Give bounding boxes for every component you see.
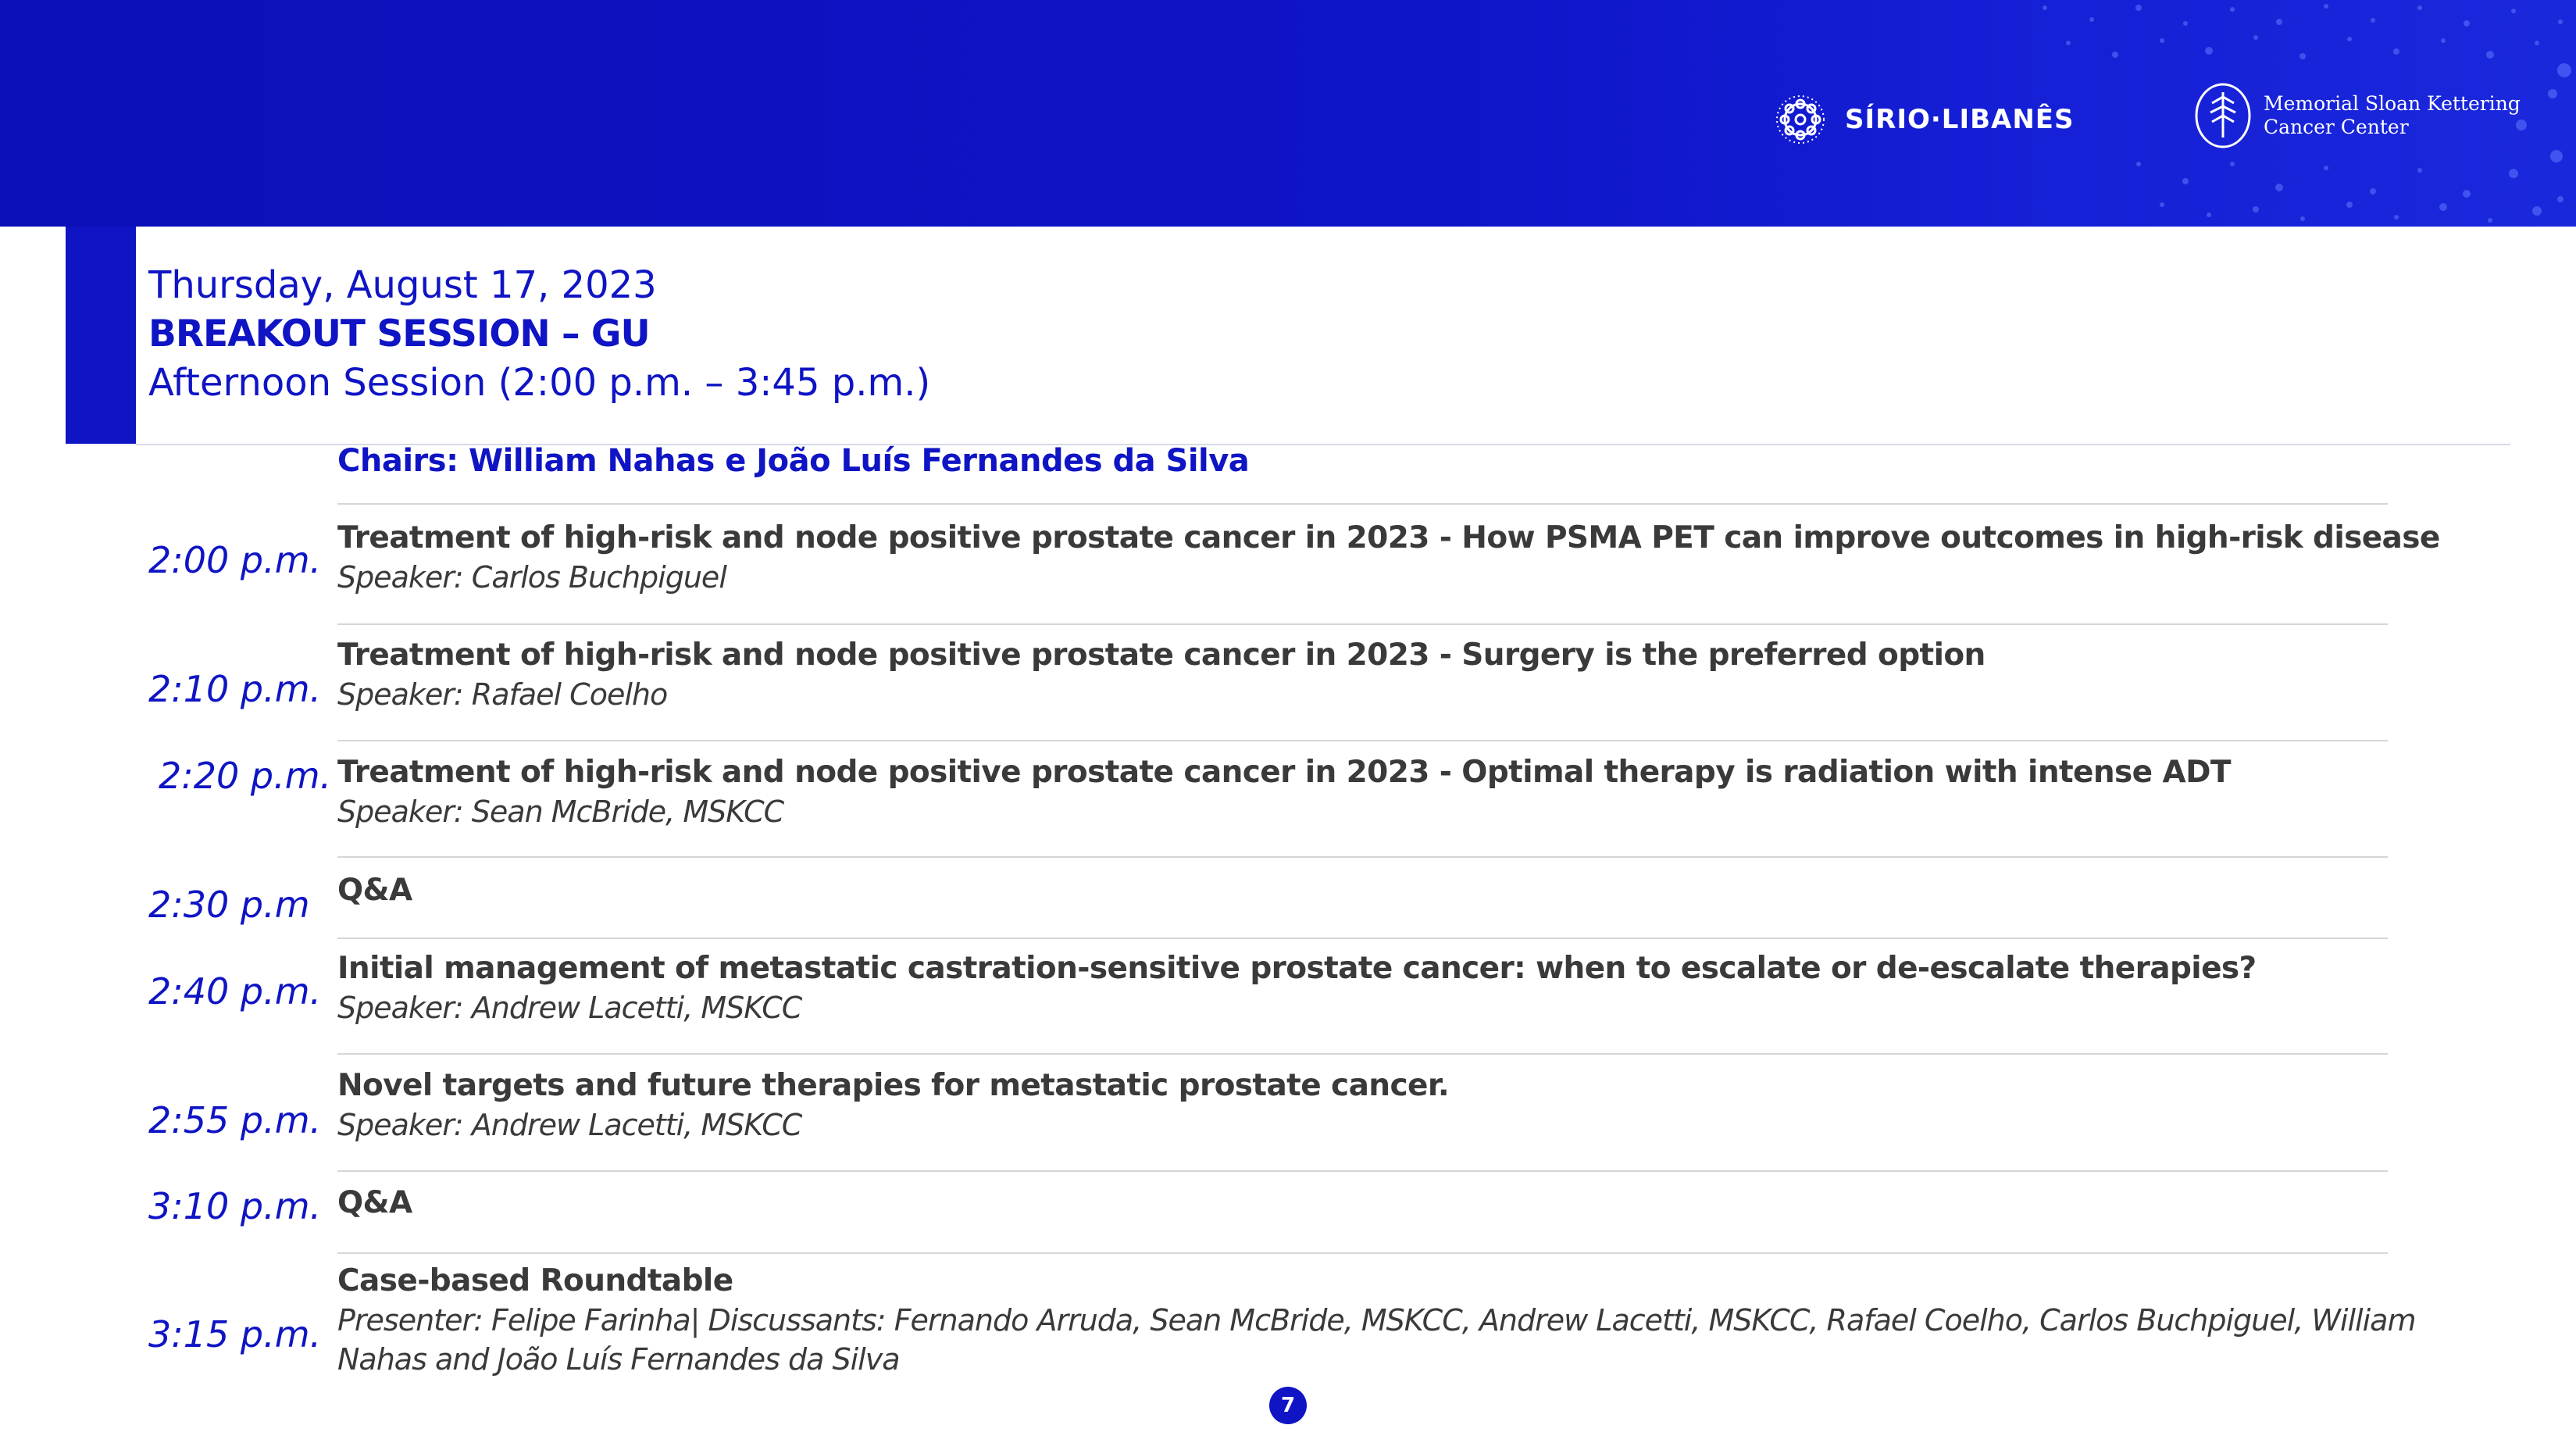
- agenda-title: Novel targets and future therapies for metastatic prostate cancer.: [337, 1068, 1450, 1103]
- agenda-time: 2:40 p.m.: [148, 970, 322, 1012]
- msk-wordmark-line1: Memorial Sloan Kettering: [2264, 92, 2521, 115]
- agenda-title: Treatment of high-risk and node positive prostate cancer in 2023 - How PSMA PET can improve outcomes in high-risk disease: [337, 520, 2440, 555]
- sirio-emblem-icon: [1773, 84, 1828, 155]
- agenda-title: Case-based Roundtable: [337, 1263, 733, 1298]
- agenda-time: 3:15 p.m.: [148, 1313, 322, 1355]
- agenda-title: Treatment of high-risk and node positive prostate cancer in 2023 - Surgery is the preferred option: [337, 638, 1986, 673]
- row-divider: [337, 740, 2388, 741]
- session-title: BREAKOUT SESSION – GU: [148, 312, 650, 355]
- row-divider: [337, 503, 2388, 505]
- agenda-speaker: Speaker: Andrew Lacetti, MSKCC: [337, 991, 802, 1025]
- agenda-time: 2:55 p.m.: [148, 1099, 322, 1141]
- agenda-time: 2:10 p.m.: [148, 668, 322, 710]
- msk-wordmark: [2264, 92, 2521, 139]
- sirio-libanes-logo: [1773, 84, 2075, 155]
- msk-wordmark-line2: Cancer Center: [2264, 116, 2409, 138]
- row-divider: [337, 1252, 2388, 1254]
- page-number-badge: 7: [1269, 1387, 1307, 1424]
- session-chairs: Chairs: William Nahas e João Luís Fernandes da Silva: [337, 443, 1250, 479]
- session-date: Thursday, August 17, 2023: [148, 263, 657, 307]
- agenda-title: Treatment of high-risk and node positive prostate cancer in 2023 - Optimal therapy is radiation with intense ADT: [337, 755, 2231, 790]
- agenda-title: Q&A: [337, 873, 412, 908]
- agenda-speaker: Speaker: Andrew Lacetti, MSKCC: [337, 1108, 802, 1142]
- agenda-speaker: Speaker: Rafael Coelho: [337, 677, 668, 712]
- row-divider: [337, 938, 2388, 939]
- session-subtitle: Afternoon Session (2:00 p.m. – 3:45 p.m.): [148, 361, 931, 405]
- agenda-speaker: Speaker: Sean McBride, MSKCC: [337, 795, 784, 829]
- agenda-speaker: Presenter: Felipe Farinha| Discussants: Fernando Arruda, Sean McBride, MSKCC, Andrew Lacetti, MSKCC, Rafael Coelho, Carlos Buchpiguel, William Nahas and João Luís Fernandes da Silva: [337, 1303, 2416, 1377]
- agenda-time: 2:20 p.m.: [159, 755, 332, 797]
- sirio-libanes-wordmark: SÍRIO·LIBANÊS: [1845, 104, 2075, 135]
- msk-logo: [2193, 81, 2521, 150]
- row-divider: [337, 1170, 2388, 1172]
- agenda-speaker: Speaker: Carlos Buchpiguel: [337, 560, 726, 595]
- accent-bar: [66, 227, 136, 444]
- header-banner: [0, 0, 2576, 227]
- agenda-time: 3:10 p.m.: [148, 1185, 322, 1227]
- agenda-time: 2:00 p.m.: [148, 539, 322, 581]
- agenda-time: 2:30 p.m: [148, 884, 310, 926]
- msk-emblem-icon: [2193, 81, 2253, 150]
- agenda-title: Initial management of metastatic castration-sensitive prostate cancer: when to escalate or de-escalate therapies?: [337, 951, 2257, 986]
- row-divider: [337, 1053, 2388, 1055]
- agenda-title: Q&A: [337, 1185, 412, 1220]
- row-divider: [337, 856, 2388, 858]
- row-divider: [337, 623, 2388, 625]
